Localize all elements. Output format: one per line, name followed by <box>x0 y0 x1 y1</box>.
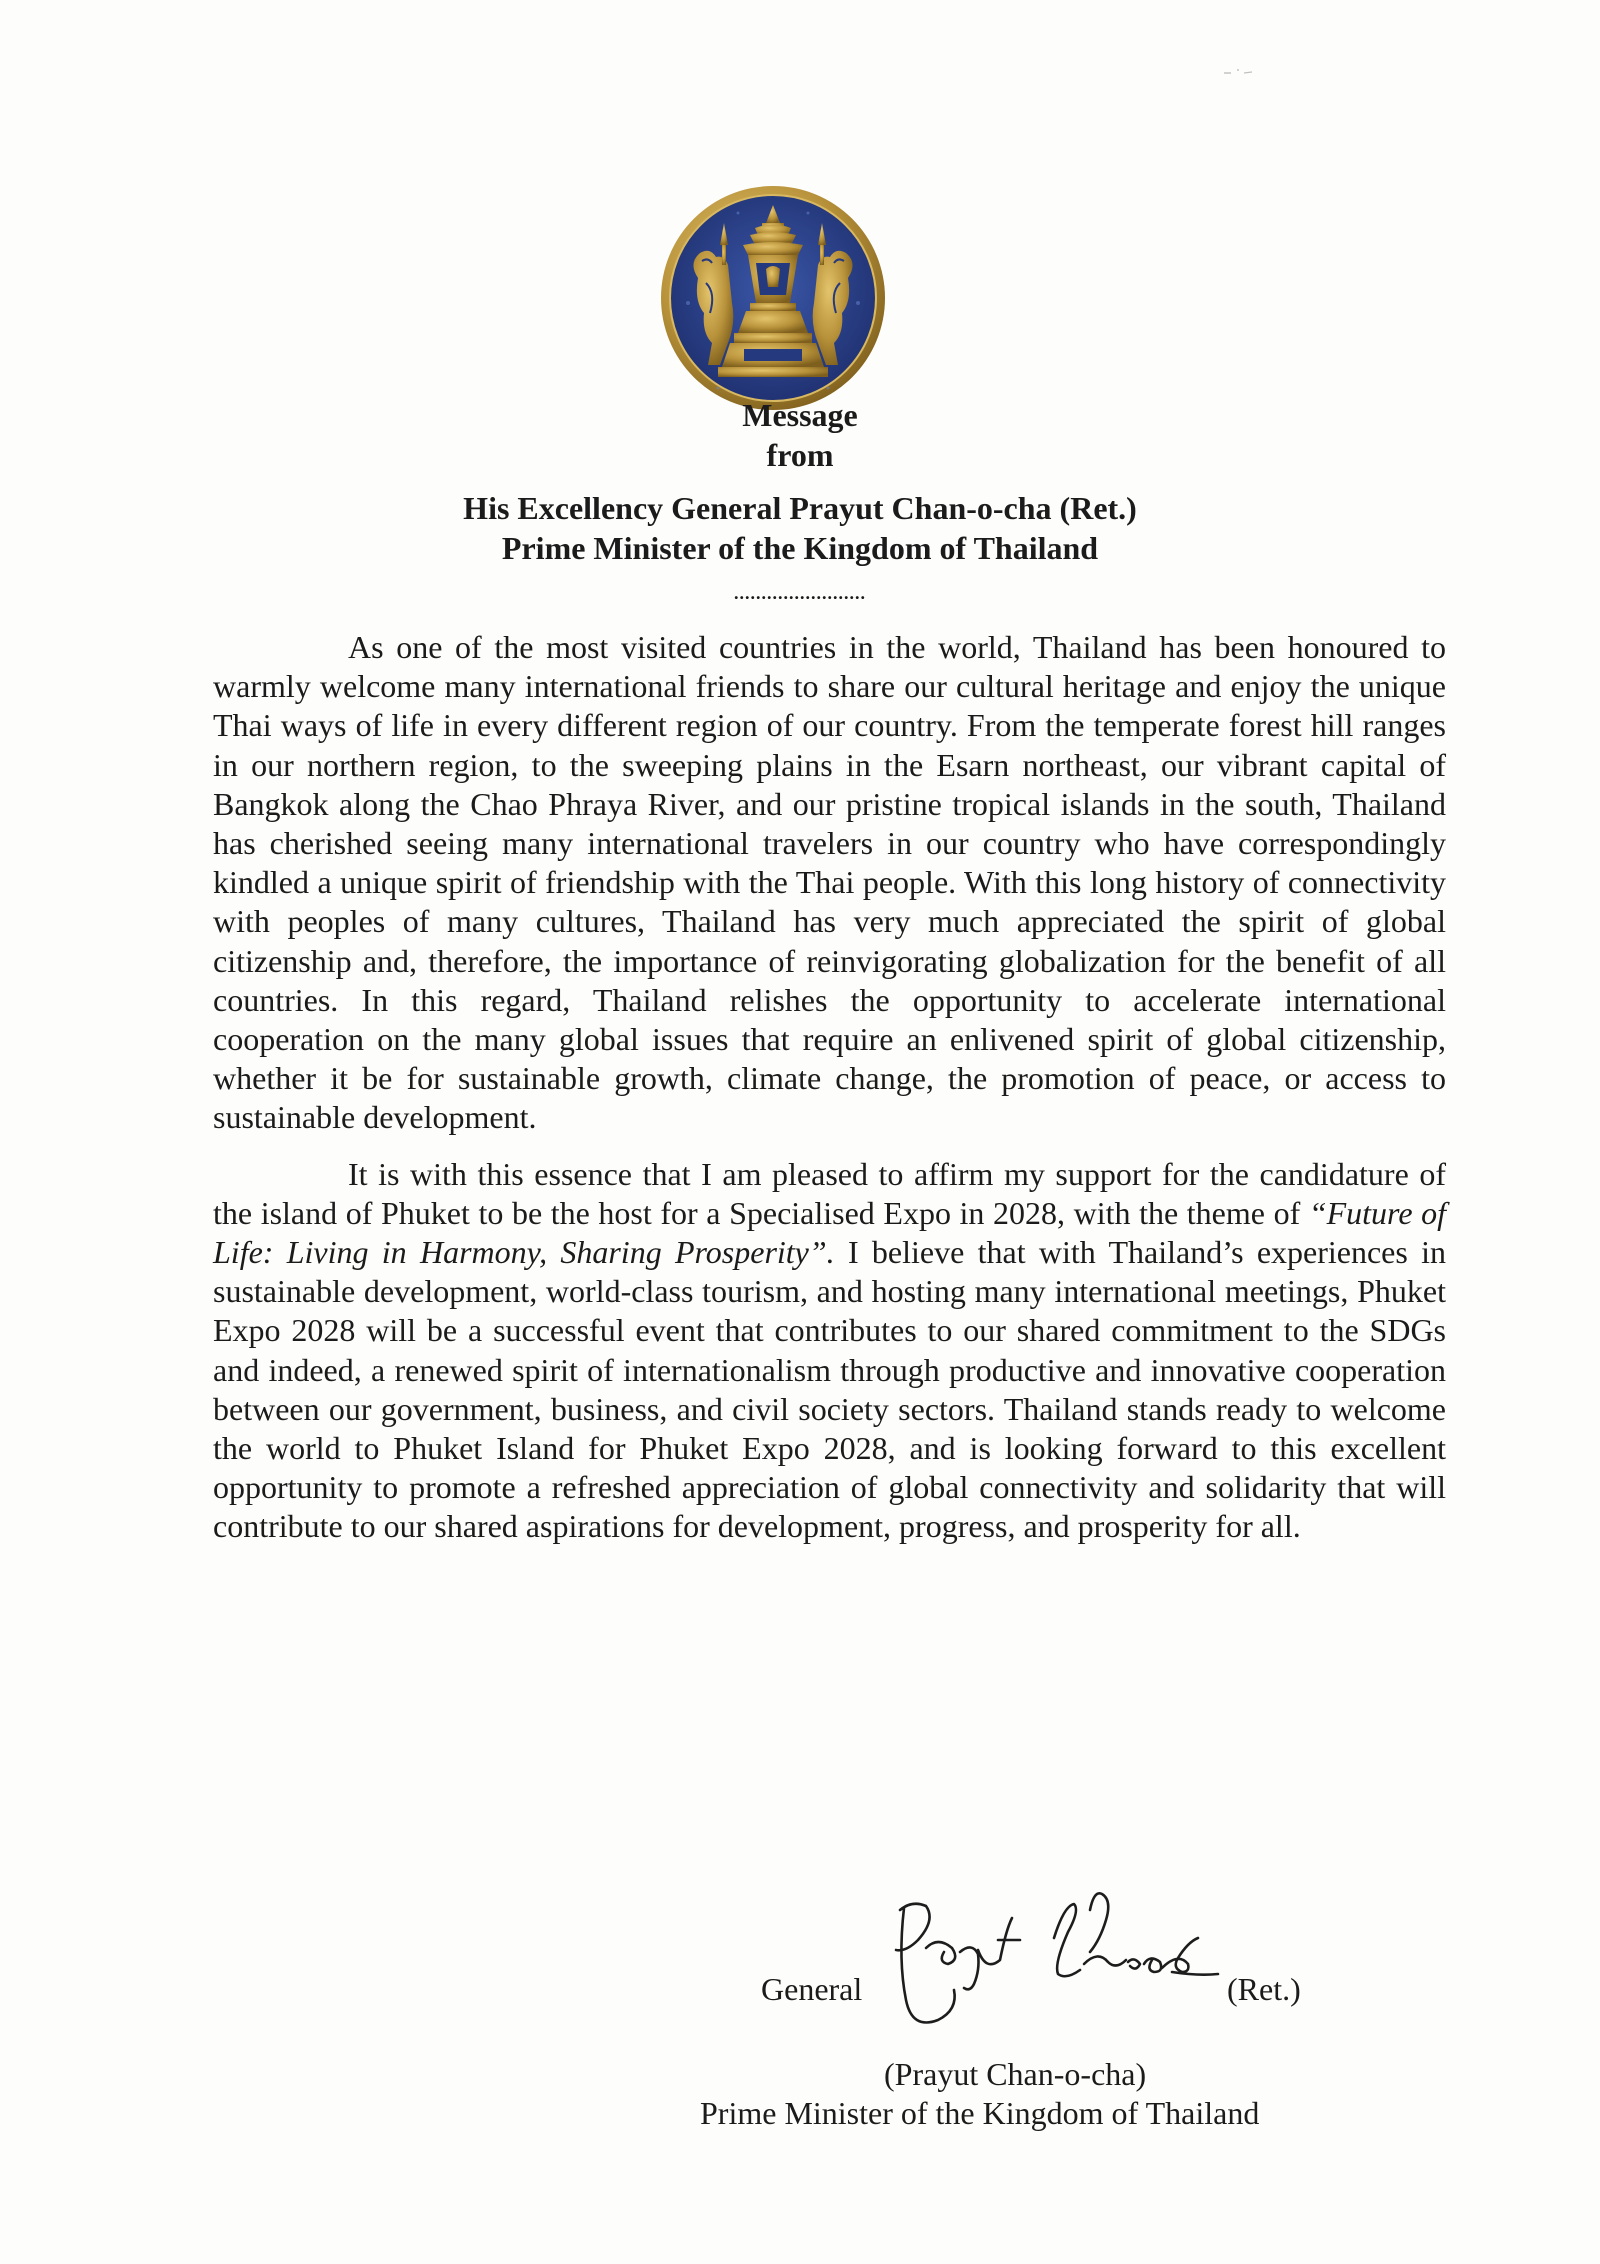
heading-author-name: His Excellency General Prayut Chan-o-cha (Ret.) <box>463 490 1137 526</box>
message-heading <box>0 395 1600 475</box>
signatory-title: Prime Minister of the Kingdom of Thailand <box>700 2095 1260 2131</box>
heading-divider: ........................ <box>734 583 866 603</box>
expo-theme: “Future of Life: Living in Harmony, Sharing Prosperity”. <box>213 1194 1446 1271</box>
body-paragraph-2-start: It is with this essence that I am pleased to affirm my support for the candidature of the island of Phuket to be the host for a Specialised Expo in 2028, with the theme of <box>213 1155 1446 1231</box>
royal-thai-garuda-seal-icon <box>658 183 888 413</box>
author-heading <box>0 488 1600 568</box>
heading-author-title: Prime Minister of the Kingdom of Thailand <box>501 530 1099 566</box>
body-paragraph-2-end: I believe that with Thailand’s experiences in sustainable development, world-class tourism, and hosting many international meetings, Phuket Expo 2028 will be a successful event that contributes to our shared commitment to the SDGs and indeed, a renewed spirit of internationalism through productive and innovative cooperation between our government, business, and civil society sectors. Thailand stands ready to welcome the world to Phuket Island for Phuket Expo 2028, and is looking forward to this excellent opportunity to promote a refreshed appreciation of global connectivity and solidarity that will contribute to our shared aspirations for development, progress, and prosperity for all. <box>213 1234 1447 1545</box>
signatory-name: (Prayut Chan-o-cha) <box>884 2056 1147 2092</box>
signature-block <box>700 1880 1400 2100</box>
signature-suffix: (Ret.) <box>1227 1971 1301 2007</box>
heading-message: Message <box>742 397 858 433</box>
body-paragraph-2 <box>213 1155 1446 1547</box>
scan-speck-mark <box>1222 68 1262 76</box>
signature-rank: General <box>761 1971 863 2007</box>
body-paragraph-1: As one of the most visited countries in the world, Thailand has been honoured to warmly welcome many international friends to share our cultural heritage and enjoy the unique Thai ways of life in every different region of our country. From the temperate forest hill ranges in our northern region, to the sweeping plains in the Esarn northeast, our vibrant capital of Bangkok along the Chao Phraya River, and our pristine tropical islands in the south, Thailand has cherished seeing many international travelers in our country who have correspondingly kindled a unique spirit of friendship with the Thai people. With this long history of connectivity with peoples of many cultures, Thailand has very much appreciated the spirit of global citizenship and, therefore, the importance of reinvigorating globalization for the benefit of all countries. In this regard, Thailand relishes the opportunity to accelerate international cooperation on the many global issues that require an enlivened spirit of global citizenship, whether it be for sustainable growth, climate change, the promotion of peace, or access to sustainable development. <box>213 629 1446 1136</box>
heading-from: from <box>766 437 834 473</box>
handwritten-signature <box>878 1880 1233 2030</box>
letter-body <box>213 628 1446 1547</box>
